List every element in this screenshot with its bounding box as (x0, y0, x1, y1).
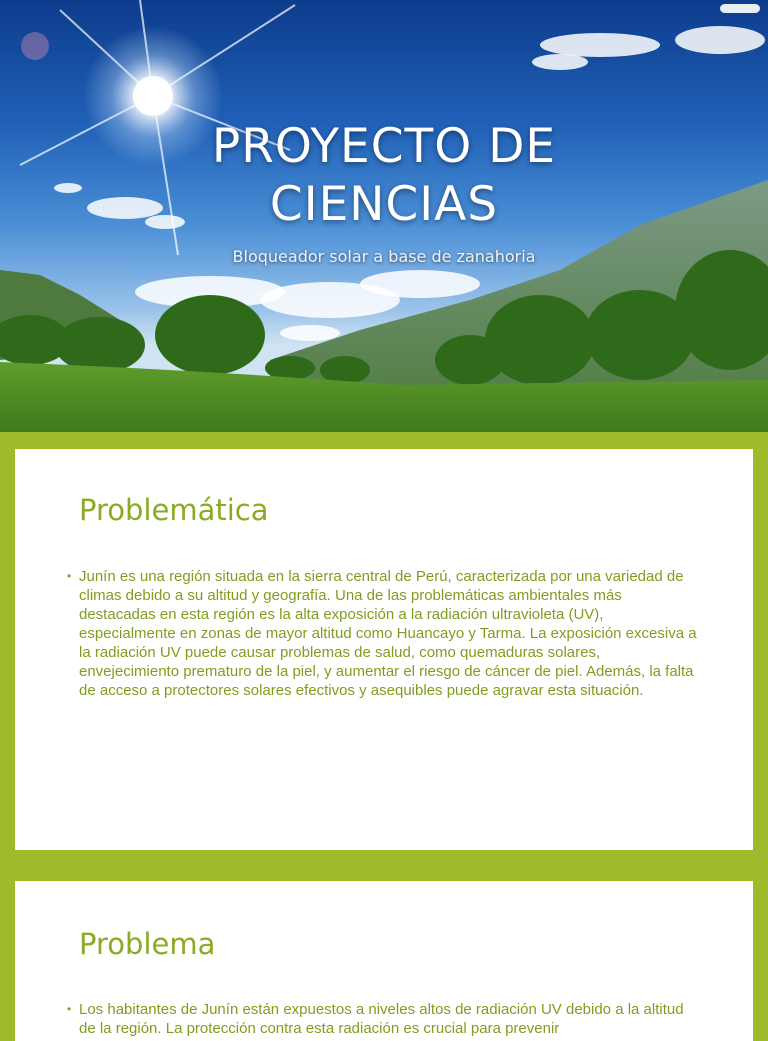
bullet-item (67, 1000, 699, 1038)
bullet-icon: • (67, 569, 72, 583)
title-slide (0, 0, 768, 432)
slide-problema (15, 881, 753, 1041)
slide-heading: Problema (79, 927, 216, 961)
watermark (720, 4, 760, 13)
bullet-text: Los habitantes de Junín están expuestos a niveles altos de radiación UV debido a la altitud de la región. La protección contra esta radiación es crucial para prevenir (79, 1001, 684, 1037)
bullet-icon: • (67, 1002, 72, 1016)
presentation-title: PROYECTO DE CIENCIAS (211, 119, 557, 232)
slide-problematica (15, 449, 753, 850)
slide-heading: Problemática (79, 493, 269, 527)
presentation-subtitle: Bloqueador solar a base de zanahoria (232, 247, 536, 266)
bullet-text: Junín es una región situada en la sierra central de Perú, caracterizada por una variedad de climas debido a su altitud y geografía. Una de las problemáticas ambientales más destacadas en esta región es la alta exposición a la radiación ultravioleta (UV), especialmente en zonas de mayor altitud como Huancayo y Tarma. La exposición excesiva a la radiación UV puede causar problemas de salud, como quemaduras solares, envejecimiento prematuro de la piel, y aumentar el riesgo de cáncer de piel. Además, la falta de acceso a protectores solares efectivos y asequibles puede agravar esta situación. (79, 568, 697, 699)
bullet-item (67, 567, 699, 700)
